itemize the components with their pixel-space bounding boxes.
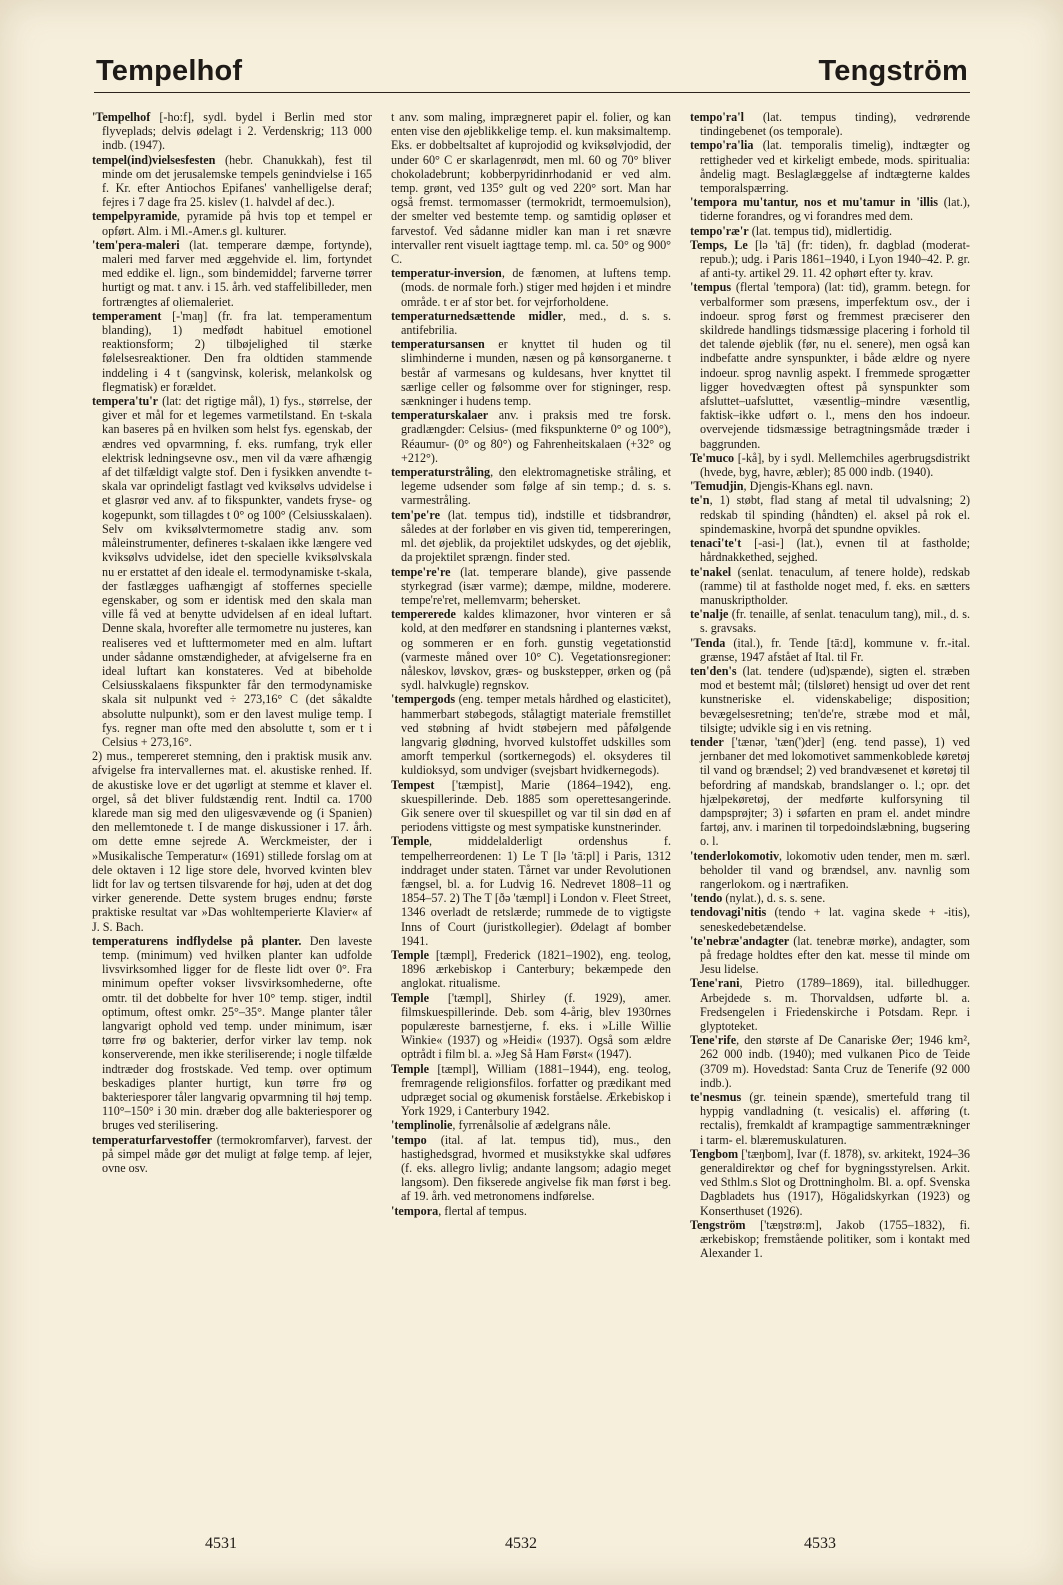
page-numbers (92, 1535, 970, 1559)
dictionary-entry (690, 976, 970, 1033)
entry-headword: Temple (391, 1061, 429, 1076)
dictionary-entry (391, 1118, 671, 1132)
dictionary-entry (92, 309, 372, 394)
running-header (94, 48, 970, 93)
entry-definition: , middelalderligt ordenshus f. tempelherreordenen: 1) Le T [lə 'tā:pl] i Paris, 1312 inddraget under staten. Tårnet var under Revolutionen fængsel, bl. a. for Ludvig 16. Nedrevet 1808–11 og 1854–57. 2) The T [ðə 'tæmpl] i London v. Fleet Street, 1346 overladt de retslærde; rummede de to vigtigste Inns of Court (juristkollegier). Ødelagt af bomber 1941. (401, 834, 671, 948)
entry-definition: , med., d. s. s. antifebrilia. (401, 308, 671, 338)
entry-definition: kaldes klimazoner, hvor vinteren er så kold, at den medfører en standsning i planternes vækst, og sommeren er en forh. gunstig vegetationstid (varmeste måned over 10° C). Vegetationsregioner: nåleskov, løvskov, græs- og buskstepper, ørken og (på sydl. halvkugle) regnskov. (401, 607, 671, 693)
entry-definition: (ital.), fr. Tende [tā:d], kommune v. fr.-ital. grænse, 1947 afstået af Ital. til Fr. (700, 635, 970, 664)
dictionary-entry (690, 479, 970, 493)
dictionary-entry (690, 238, 970, 281)
dictionary-entry (690, 905, 970, 933)
entry-headword: Tengström (690, 1217, 746, 1232)
entry-definition: ['tæŋbom], Ivar (f. 1878), sv. arkitekt, 1924–36 generaldirektør og chef for bygningsstyrelsen. Arkit. ved Sthlm.s Slot og Drottningholm. Bl. a. opf. Svenska Dagbladets hus (1917), Högalidskyrkan (1923) og Konserthuset (1926). (700, 1146, 970, 1218)
entry-definition: t anv. som maling, imprægneret papir el. folier, og kan enten vise den øjeblikkelige temp. el. kun maksimaltemp. Eks. er dobbeltsaltet af kuprojodid og kviksølvjodid, der under 60° C er skarlagenrødt, men ml. 60 og 70° bliver chokoladebrunt; kobberpyridinrhodanid er ved alm. temp. grønt, ved 135° gult og ved 220° sort. Man har også fremst. termomasser (termokridt, termoemulsion), der smelter ved bestemte temp. og samtidig opløser et farvestof. Ved sådanne midler kan man i ret snævre intervaller rent visuelt iagttage temp. ml. ca. 50° og 900° C. (391, 110, 671, 267)
entry-definition: , Djengis-Khans egl. navn. (743, 479, 874, 494)
entry-definition: (nylat.), d. s. s. sene. (722, 891, 826, 906)
dictionary-entry (92, 1133, 372, 1176)
entry-headword: Tene'rife (690, 1033, 737, 1048)
dictionary-entry (690, 735, 970, 849)
entry-headword: tempel(ind)vielsesfesten (92, 152, 216, 167)
entry-headword: te'n (690, 493, 710, 508)
entry-definition: , den elektromagnetiske stråling, et legeme udsender som følge af sin temp.; d. s. s. varmestråling. (401, 465, 671, 508)
entry-headword: 'Temudjin (690, 479, 744, 494)
dictionary-entry (690, 536, 970, 564)
dictionary-entry (690, 224, 970, 238)
entry-definition: (eng. temper metals hårdhed og elasticitet), hammerbart støbegods, stålagtigt materiale fremstillet ved støbning af hvidt støbejern med påfølgende langvarig glødning, hvorved kulstoffet udskilles som amorft temperkul (sortkernegods) el. oksyderes til kuldioksyd, som undviger (svejsbart hvidkernegods). (401, 692, 671, 778)
dictionary-entry (690, 891, 970, 905)
dictionary-entry (391, 1133, 671, 1204)
entry-definition: [-ho:f], sydl. bydel i Berlin med stor flyveplads; delvis ødelagt i 2. Verdenskrig; 113 000 indb. (1947). (102, 110, 372, 153)
entry-headword: 'tem'pera-maleri (92, 237, 180, 252)
entry-definition: (lat. tempus tid), indstille et tidsbrandrør, således at der forløber en vis given tid, tempereringen, ml. det øjeblik, da projektilet udskydes, og det øjeblik, da projektilet sprængn. finder sted. (401, 507, 671, 565)
entry-definition: (lat. tenebræ mørke), andagter, som på fredage holdtes efter den kat. messe til minde om Jesu lidelse. (700, 933, 970, 977)
entry-definition: , lokomotiv uden tender, men m. særl. beholder til vand og brændsel, anv. navnlig som rangerlokom. og i nærtrafiken. (700, 848, 970, 891)
entry-definition: (termokromfarver), farvest. der på simpel måde gør det muligt at følge temp. af lejer, ovne osv. (102, 1132, 372, 1176)
entry-definition: (lat. temperare dæmpe, fortynde), maleri med farver med æggehvide el. lim, fortyndet med eddike el. lign., som bindemiddel; farverne tørrer hurtigt og mat. t anv. i 15. årh. ved staffelibilleder, men fortrængtes af oliemaleriet. (102, 237, 372, 309)
entry-headword: tempo'ræ'r (690, 223, 749, 238)
dictionary-entry (690, 934, 970, 977)
entry-definition: (lat.), tiderne forandres, og vi forandres med dem. (700, 195, 970, 224)
entry-definition: (fr. tenaille, af senlat. tenaculum tang), mil., d. s. s. gravsaks. (700, 607, 970, 636)
dictionary-entry (690, 110, 970, 138)
dictionary-entry (690, 1090, 970, 1147)
column-2 (391, 110, 671, 1510)
entry-definition: , flertal af tempus. (438, 1203, 527, 1218)
dictionary-entry (690, 607, 970, 635)
entry-headword: Te'muco (690, 450, 735, 465)
entry-definition: (lat. tempus tinding), vedrørende tindingebenet (os temporale). (700, 110, 970, 139)
entry-definition: , fyrrenålsolie af ædelgrans nåle. (452, 1118, 611, 1133)
entry-headword: 'tempo (391, 1132, 427, 1147)
entry-definition: ['tæmpl], Shirley (f. 1929), amer. filmskuespillerinde. Deb. som 4-årig, blev 1930rnes populæreste barnestjerne, f. eks. i »Lille Willie Winkie« (1937) og »Heidi« (1937). Også som ældre optrådt i film bl. a. »Jeg Så Ham Først« (1947). (401, 990, 671, 1062)
entry-definition: er knyttet til huden og til slimhinderne i munden, næsen og på kønsorganerne. t består af varmesans og kuldesans, hver knyttet til særlige celler og følsomme over for stigninger, resp. sænkninger i hudens temp. (401, 337, 671, 409)
entry-headword: temperaturnedsættende midler (391, 308, 563, 323)
dictionary-entry (92, 749, 372, 934)
dictionary-entry (690, 280, 970, 450)
entry-headword: temperament (92, 308, 162, 323)
entry-headword: temperaturens indflydelse på planter. (92, 933, 302, 948)
entry-headword: tempera'tu'r (92, 394, 159, 409)
entry-definition: , de fænomen, at luftens temp. (mods. de normale forh.) stiger med højden i et mindre område. t er af stor bet. for vejrforholdene. (401, 266, 671, 309)
entry-headword: tempo'ra'l (690, 110, 744, 124)
entry-definition: ['tænər, 'tæn(')der] (eng. tend passe), 1) ved jernbaner det med lokomotivet sammenkoblede køretøj til vand og brændsel; 2) ved brandvæsenet et køretøj til befordring af mandskab, brandslanger o. l.; opr. det hjælpekøretøj, der medførte kulforsyning til dampsprøjter; 3) i søfarten en pram el. andet mindre fartøj, anv. i marinen til torpedoindslæbning, bugsering o. l. (700, 734, 970, 849)
dictionary-entry (690, 849, 970, 892)
entry-definition: 2) mus., tempereret stemning, den i praktisk musik anv. afvigelse fra intervallernes mat. el. akustiske renhed. If. de akustiske love er det ugørligt at stemme et klaver el. orgel, så det bliver fuldstændig rent. Indtil ca. 1700 klarede man sig med den uligesvævende og (i Spanien) den mellemtonede t. I de mange diskussioner i 17. årh. om dette emne sejrede A. Werckmeister, der i »Musikalische Temperatur« (1691) stillede forslag om at dele oktaven i 12 lige store dele, hvorved kvinten blev lidt for lav og tertsen tilsvarende for høj, uden at det dog virker generende. Dette system bruges endnu; første praktiske resultat var »Das wohltemperierte Klavier« af J. S. Bach. (92, 749, 372, 934)
page-number: 4532 (505, 1535, 537, 1552)
dictionary-entry (690, 1147, 970, 1218)
dictionary-entry (391, 565, 671, 608)
page-number: 4533 (804, 1535, 836, 1552)
entry-headword: tender (690, 734, 724, 749)
dictionary-entry (391, 309, 671, 337)
dictionary-entry (690, 636, 970, 664)
entry-headword: temperaturstråling (391, 465, 491, 480)
entry-definition: ['tæŋstrø:m], Jakob (1755–1832), fi. ærkebiskop; fremstående politiker, som i kontakt med Alexander 1. (700, 1217, 970, 1261)
entry-definition: , den største af De Canariske Øer; 1946 km², 262 000 indb. (1940); med vulkanen Pico de Teide (3709 m). Hovedstad: Santa Cruz de Tenerife (92 000 indb.). (700, 1033, 970, 1090)
entry-definition: (lat: det rigtige mål), 1) fys., størrelse, der giver et mål for et legemes varmetilstand. En t-skala kan baseres på en hvilken som helst fys. egenskab, der ændres ved opvarmning, f. eks. rumfang, tryk eller elektrisk ledningsevne osv., men vil da være afhængig af det tilfældigt valgte stof. Den i fysikken anvendte t-skala var oprindeligt fastlagt ved kviksølvs udvidelse i et glasrør ved anv. af to fikspunkter, vandets fryse- og kogepunkt, som tillagdes t 0° og 100° (Celsiusskalaen). Selv om kviksølvtermometre stadig anv. som måleinstrumenter, defineres t-skalaen ikke længere ved kviksølvs udvidelse, idet den specielle kviksølvskala nu er erstattet af den ideale el. termodynamiske t-skala, der fastlægges uafhængigt af stoffernes specielle egenskaber, og som er identisk med den skala man ville få ved at benytte udvidelsen af en ideal luftart. Denne skala, hvorefter alle termometre nu justeres, kan realiseres ved et lufttermometer med en alm. luftart under sådanne omstændigheder, at afvigelserne fra en ideal luftart kan konstateres. Ved at bibeholde Celsiusskalaens fikspunkter får den termodynamiske skala sit nulpunkt ved ÷ 273,16° C (det såkaldte absolutte nulpunkt), som er den lavest mulige temp. I fys. regner man ofte med den absolutte t, som er t i Celsius + 273,16°. (102, 394, 372, 749)
entry-headword: temperatur-inversion (391, 266, 502, 281)
dictionary-entry (690, 1218, 970, 1261)
entry-headword: temperaturskalaer (391, 408, 489, 423)
dictionary-entry (391, 778, 671, 835)
dictionary-entry (92, 110, 372, 153)
column-1 (92, 110, 372, 1510)
entry-headword: 'tempergods (391, 692, 456, 707)
entry-definition: anv. i praksis med tre forsk. gradlængder: Celsius- (med fikspunkterne 0° og 100°), Réaumur- (0° og 80°) og Fahrenheitskalaen (+32° og +212°). (401, 408, 671, 465)
dictionary-entry (690, 138, 970, 195)
entry-headword: Temple (391, 834, 429, 849)
entry-headword: tempererede (391, 607, 456, 622)
entry-headword: tempelpyramide (92, 209, 177, 224)
dictionary-entry (391, 991, 671, 1062)
dictionary-entry (391, 1204, 671, 1218)
entry-headword: Temple (391, 990, 429, 1005)
dictionary-entry (690, 195, 970, 223)
entry-headword: Temple (391, 947, 429, 962)
entry-headword: Tene'rani (690, 976, 740, 991)
left-guide-word: Tempelhof (96, 55, 243, 87)
entry-headword: 'Tenda (690, 635, 726, 650)
entry-definition: [tæmpl], Frederick (1821–1902), eng. teolog, 1896 ærkebiskop i Canterbury; bekæmpede den anglokat. ritualisme. (401, 947, 671, 991)
dictionary-entry (391, 508, 671, 565)
dictionary-entry (92, 209, 372, 237)
dictionary-entry (690, 1033, 970, 1090)
entry-definition: , Pietro (1789–1869), ital. billedhugger. Arbejdede s. m. Thorvaldsen, udførte bl. a. Fredsengelen i Friedenskirche i Potsdam. Repr. i glyptoteket. (700, 976, 970, 1033)
entry-headword: tenaci'te't (690, 536, 742, 551)
entry-definition: (ital. af lat. tempus tid), mus., den hastighedsgrad, hvormed et musikstykke skal udføres (f. eks. allegro livlig; andante langsom; adagio meget langsom). Den fikserede angivelse fik man først i beg. af 19. årh. ved metronomens indførelse. (401, 1132, 671, 1204)
entry-definition: ['tæmpist], Marie (1864–1942), eng. skuespillerinde. Deb. 1885 som operettesangerinde. Gik senere over til skuespillet og var til sin død en af periodens vittigste og mest sympatiske kunstnerinder. (401, 777, 671, 835)
entry-definition: (lat. tempus tid), midlertidig. (748, 223, 892, 238)
entry-headword: te'nakel (690, 564, 732, 579)
dictionary-entry (391, 465, 671, 508)
entry-definition: (lat. temperare blande), give passende styrkegrad (især varme); dæmpe, mildne, moderere. tempe're'ret, mellemvarm; behersket. (401, 564, 671, 607)
entry-definition: , 1) støbt, flad stang af metal til udvalsning; 2) redskab til spinding (håndten) el. aksel på rok el. spindemaskine, hvorpå det spundne opvikles. (700, 493, 970, 536)
entry-definition: [-asi-] (lat.), evnen til at fastholde; hårdnakkethed, sejghed. (700, 536, 970, 565)
dictionary-entry (391, 692, 671, 777)
entry-definition: [lə 'tā] (fr: tiden), fr. dagblad (moderat-repub.); udg. i Paris 1861–1940, i Lyon 1940–42. P. gr. af anti-ty. artikel 29. 11. 42 ophørt efter ty. krav. (700, 237, 970, 281)
entry-headword: 'tenderlokomotiv (690, 848, 780, 863)
entry-headword: 'tempora mu'tantur, nos et mu'tamur in 'illis (690, 195, 938, 210)
dictionary-entry (391, 110, 671, 266)
dictionary-entry (391, 834, 671, 948)
page-number: 4531 (205, 1535, 237, 1552)
dictionary-entry (690, 493, 970, 536)
entry-headword: 'te'nebræ'andagter (690, 933, 790, 948)
entry-headword: 'tempora (391, 1203, 439, 1218)
text-columns (92, 110, 970, 1510)
entry-definition: [tæmpl], William (1881–1944), eng. teolog, fremragende religionsfilos. forfatter og prædikant med udpræget social og økumenisk forståelse. Ærkebiskop i York 1929, i Canterbury 1942. (401, 1061, 671, 1119)
entry-headword: ten'den's (690, 663, 737, 678)
entry-definition: (lat. temporalis timelig), indtægter og rettigheder ved et kirkeligt embede, mods. spiritualia: åndelig magt. Beslaglæggelse af indtægterne kaldes temporalspærring. (700, 138, 970, 196)
entry-definition: [-kå], by i sydl. Mellemchiles agerbrugsdistrikt (hvede, byg, havre, æbler); 85 000 indb. (1940). (700, 450, 970, 480)
entry-definition: , pyramide på hvis top et tempel er opført. Alm. i Ml.-Amer.s gl. kulturer. (102, 209, 372, 238)
entry-definition: (tendo + lat. vagina skede + -itis), seneskedebetændelse. (700, 905, 970, 934)
dictionary-entry (391, 408, 671, 465)
dictionary-entry (391, 1062, 671, 1119)
entry-headword: te'nesmus (690, 1090, 742, 1105)
entry-headword: tempo'ra'lia (690, 138, 754, 153)
entry-definition: (lat. tendere (ud)spænde), sigten el. stræben mod et bestemt mål; (tilsløret) hensigt ud over det rent kunstneriske el. videnskabelige; disposition; bevægelsesretning; ten'de're, stræbe mod et mål, tilsigte; udvikle sig i en vis retning. (700, 663, 970, 735)
entry-headword: temperatursansen (391, 337, 485, 352)
entry-headword: Temps, Le (690, 237, 748, 252)
dictionary-entry (391, 266, 671, 309)
dictionary-entry (690, 451, 970, 479)
dictionary-entry (92, 934, 372, 1133)
dictionary-entry (391, 948, 671, 991)
entry-headword: 'Tempelhof (92, 110, 151, 124)
entry-headword: te'nalje (690, 607, 729, 622)
column-3 (690, 110, 970, 1510)
dictionary-entry (92, 238, 372, 309)
entry-definition: (flertal 'tempora) (lat: tid), gramm. betegn. for verbalformer som præsens, imperfektum osv., der i indoeur. sprog først og fremmest præciserer den skildrede handlings tidsmæssige placering i forhold til det talende øjeblik (før, nu el. senere), men også kan indbefatte andre synspunkter, i både ældre og nyere indoeur. sprog navnlig aspekt. I fremmede sprogætter ligger hovedvægten oftest på synspunkter som afsluttet–uafsluttet, væsentlig–mindre væsentlig, faktisk–ikke udført o. l., mens den hos indoeur. overvejende tidsmæssige betragtningsmåde træder i baggrunden. (700, 280, 970, 451)
entry-definition: (gr. teinein spænde), smertefuld trang til hyppig vandladning (t. vesicalis) el. afføring (t. rectalis), fremkaldt af krampagtige sammentrækninger i tarm- el. blæremuskulaturen. (700, 1090, 970, 1147)
dictionary-entry (92, 394, 372, 749)
entry-definition: (hebr. Chanukkah), fest til minde om det jerusalemske tempels genindvielse i 165 f. Kr. efter Antiochos Epifanes' vanhelligelse deraf; fejres i 7 dage fra 25. kislev (1. halvdel af dec.). (102, 152, 372, 210)
dictionary-entry (690, 664, 970, 735)
entry-headword: Tempest (391, 777, 435, 792)
dictionary-entry (92, 153, 372, 210)
entry-headword: temperaturfarvestoffer (92, 1132, 212, 1147)
dictionary-entry (391, 607, 671, 692)
entry-headword: Tengbom (690, 1146, 739, 1161)
dictionary-entry (391, 337, 671, 408)
entry-definition: Den laveste temp. (minimum) ved hvilken planter kan udfolde livsvirksomhed ligger for de fleste lidt over 0°. Fra minimum opefter vokser livsvirksomhederne, ofte omtr. til det dobbelte for hver 10° temp. stiger, indtil optimum, oftest omkr. 25°–35°. Mange planter tåler langvarigt ophold ved temp. under minimum, især tørre frø og bakterier, derfor virker lav temp. nok konserverende, men ikke steriliserende; i nogle tilfælde indtræder dog frostskade. Ved temp. over optimum beskadiges planter hurtigt, kun tørre frø og bakteriesporer tåler langvarig opvarmning til høj temp. 110°–150° i 30 min. dræber dog alle bakteriesporer og bruges ved sterilisering. (102, 933, 372, 1133)
entry-headword: 'tendo (690, 891, 723, 906)
entry-headword: tendovagi'nitis (690, 905, 767, 920)
entry-headword: 'templinolie (391, 1118, 453, 1133)
right-guide-word: Tengström (818, 55, 968, 87)
dictionary-entry (690, 565, 970, 608)
entry-definition: (senlat. tenaculum, af tenere holde), redskab (ramme) til at fastholde noget med, f. eks. en sætters manuskriptholder. (700, 564, 970, 607)
entry-headword: tempe're're (391, 564, 451, 579)
entry-headword: tem'pe're (391, 507, 440, 522)
entry-headword: 'tempus (690, 280, 732, 295)
entry-definition: [-'maŋ] (fr. fra lat. temperamentum blanding), 1) medfødt habituel emotionel reaktionsform; 2) tilbøjelighed til stærke følelsesreaktioner. Den fra oldtiden stammende inddeling i 4 t (sangvinsk, kolerisk, melankolsk og flegmatisk) er forældet. (102, 308, 372, 394)
